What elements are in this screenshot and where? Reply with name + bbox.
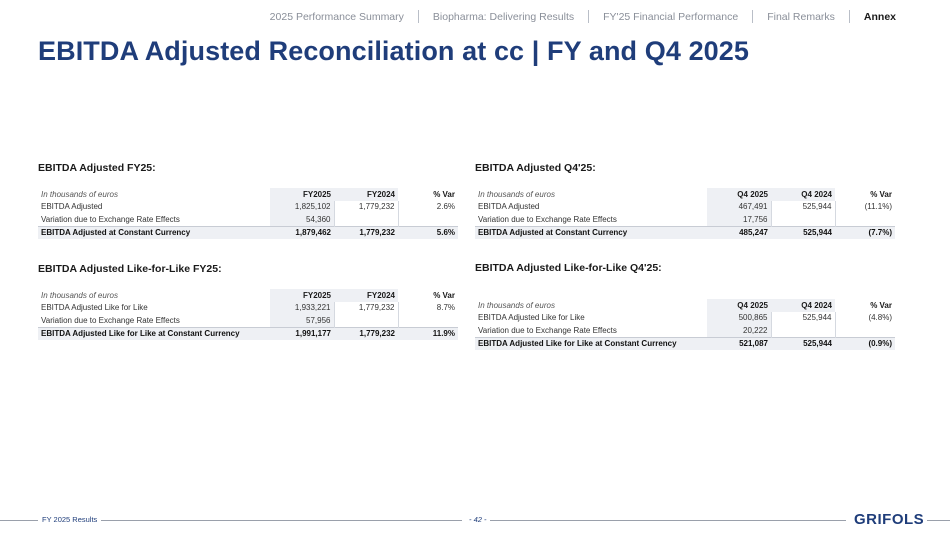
table-block-fy25 xyxy=(38,162,458,239)
units-label: In thousands of euros xyxy=(478,300,555,310)
units-label: In thousands of euros xyxy=(478,189,555,199)
table-header-row xyxy=(38,289,458,302)
cell-value: 1,933,221 xyxy=(270,302,334,315)
cell-value: 54,360 xyxy=(270,213,334,226)
table-row xyxy=(38,201,458,214)
table-row xyxy=(475,201,895,214)
cell-value xyxy=(334,314,398,327)
cell-value: 8.7% xyxy=(398,302,458,315)
row-label: Variation due to Exchange Rate Effects xyxy=(41,315,180,325)
cell-value: 521,087 xyxy=(707,337,771,350)
reconciliation-table-fy25 xyxy=(38,188,458,239)
cell-value: (0.9%) xyxy=(835,337,895,350)
table-row xyxy=(38,314,458,327)
cell-value: 1,779,232 xyxy=(334,327,398,340)
units-label: In thousands of euros xyxy=(41,290,118,300)
footer-rule xyxy=(100,520,462,521)
row-label: Variation due to Exchange Rate Effects xyxy=(478,214,617,224)
column-header: Q4 2024 xyxy=(771,188,835,201)
column-header: Q4 2024 xyxy=(771,299,835,312)
table-heading: EBITDA Adjusted FY25: xyxy=(38,162,156,174)
column-header: % Var xyxy=(835,299,895,312)
row-label: EBITDA Adjusted at Constant Currency xyxy=(475,226,707,239)
table-total-row xyxy=(38,327,458,340)
table-block-lfl-fy25 xyxy=(38,263,458,340)
cell-value: 1,991,177 xyxy=(270,327,334,340)
cell-value: (7.7%) xyxy=(835,226,895,239)
units-label: In thousands of euros xyxy=(41,189,118,199)
cell-value: 500,865 xyxy=(707,312,771,325)
footer-rule xyxy=(488,520,846,521)
cell-value xyxy=(835,213,895,226)
table-row xyxy=(38,213,458,226)
cell-value: 525,944 xyxy=(771,337,835,350)
cell-value: 1,779,232 xyxy=(334,201,398,214)
footer-rule xyxy=(0,520,38,521)
table-block-q425 xyxy=(475,162,895,239)
cell-value: 20,222 xyxy=(707,324,771,337)
cell-value xyxy=(835,324,895,337)
table-total-row xyxy=(475,226,895,239)
row-label: EBITDA Adjusted Like for Like at Constant Currency xyxy=(475,337,707,350)
table-row xyxy=(38,302,458,315)
table-row xyxy=(475,213,895,226)
cell-value: 1,825,102 xyxy=(270,201,334,214)
top-navigation xyxy=(256,10,910,23)
column-header: Q4 2025 xyxy=(707,299,771,312)
column-header: % Var xyxy=(835,188,895,201)
table-heading: EBITDA Adjusted Q4'25: xyxy=(475,162,596,174)
column-header: % Var xyxy=(398,289,458,302)
company-logo: GRIFOLS xyxy=(851,511,927,528)
row-label: EBITDA Adjusted at Constant Currency xyxy=(38,226,270,239)
page-title: EBITDA Adjusted Reconciliation at cc | FY and Q4 2025 xyxy=(38,36,750,66)
row-label: EBITDA Adjusted Like for Like at Constant Currency xyxy=(38,327,270,340)
cell-value xyxy=(398,213,458,226)
cell-value: (11.1%) xyxy=(835,201,895,214)
cell-value xyxy=(398,314,458,327)
cell-value: 525,944 xyxy=(771,201,835,214)
nav-item-annex[interactable]: Annex xyxy=(863,10,896,23)
footer-report-name: FY 2025 Results xyxy=(38,515,101,524)
column-header: FY2025 xyxy=(270,289,334,302)
table-block-lfl-q425 xyxy=(475,262,895,350)
reconciliation-table-lfl-fy25 xyxy=(38,289,458,340)
table-heading: EBITDA Adjusted Like-for-Like Q4'25: xyxy=(475,262,662,274)
page-number: - 42 - xyxy=(466,515,490,524)
cell-value: 525,944 xyxy=(771,226,835,239)
cell-value: 1,779,232 xyxy=(334,226,398,239)
cell-value: 525,944 xyxy=(771,312,835,325)
row-label: Variation due to Exchange Rate Effects xyxy=(41,214,180,224)
cell-value: (4.8%) xyxy=(835,312,895,325)
table-row xyxy=(475,312,895,325)
cell-value: 485,247 xyxy=(707,226,771,239)
column-header: Q4 2025 xyxy=(707,188,771,201)
cell-value: 2.6% xyxy=(398,201,458,214)
row-label: EBITDA Adjusted xyxy=(41,202,103,212)
row-label: EBITDA Adjusted xyxy=(478,202,540,212)
cell-value: 1,879,462 xyxy=(270,226,334,239)
table-row xyxy=(475,324,895,337)
cell-value: 5.6% xyxy=(398,226,458,239)
table-total-row xyxy=(475,337,895,350)
column-header: FY2024 xyxy=(334,188,398,201)
row-label: EBITDA Adjusted Like for Like xyxy=(41,303,148,313)
table-header-row xyxy=(475,188,895,201)
cell-value xyxy=(334,213,398,226)
row-label: EBITDA Adjusted Like for Like xyxy=(478,313,585,323)
nav-item-final-remarks[interactable]: Final Remarks xyxy=(767,10,835,23)
reconciliation-table-q425 xyxy=(475,188,895,239)
cell-value: 11.9% xyxy=(398,327,458,340)
table-header-row xyxy=(38,188,458,201)
column-header: % Var xyxy=(398,188,458,201)
nav-item-biopharma[interactable]: Biopharma: Delivering Results xyxy=(432,10,575,23)
table-heading: EBITDA Adjusted Like-for-Like FY25: xyxy=(38,263,222,275)
cell-value: 57,956 xyxy=(270,314,334,327)
row-label: Variation due to Exchange Rate Effects xyxy=(478,325,617,335)
column-header: FY2024 xyxy=(334,289,398,302)
cell-value: 467,491 xyxy=(707,201,771,214)
table-header-row xyxy=(475,299,895,312)
nav-item-performance-summary[interactable]: 2025 Performance Summary xyxy=(269,10,404,23)
nav-item-financial-performance[interactable]: FY'25 Financial Performance xyxy=(603,10,739,23)
cell-value xyxy=(771,213,835,226)
cell-value xyxy=(771,324,835,337)
cell-value: 17,756 xyxy=(707,213,771,226)
column-header: FY2025 xyxy=(270,188,334,201)
cell-value: 1,779,232 xyxy=(334,302,398,315)
reconciliation-table-lfl-q425 xyxy=(475,299,895,350)
table-total-row xyxy=(38,226,458,239)
